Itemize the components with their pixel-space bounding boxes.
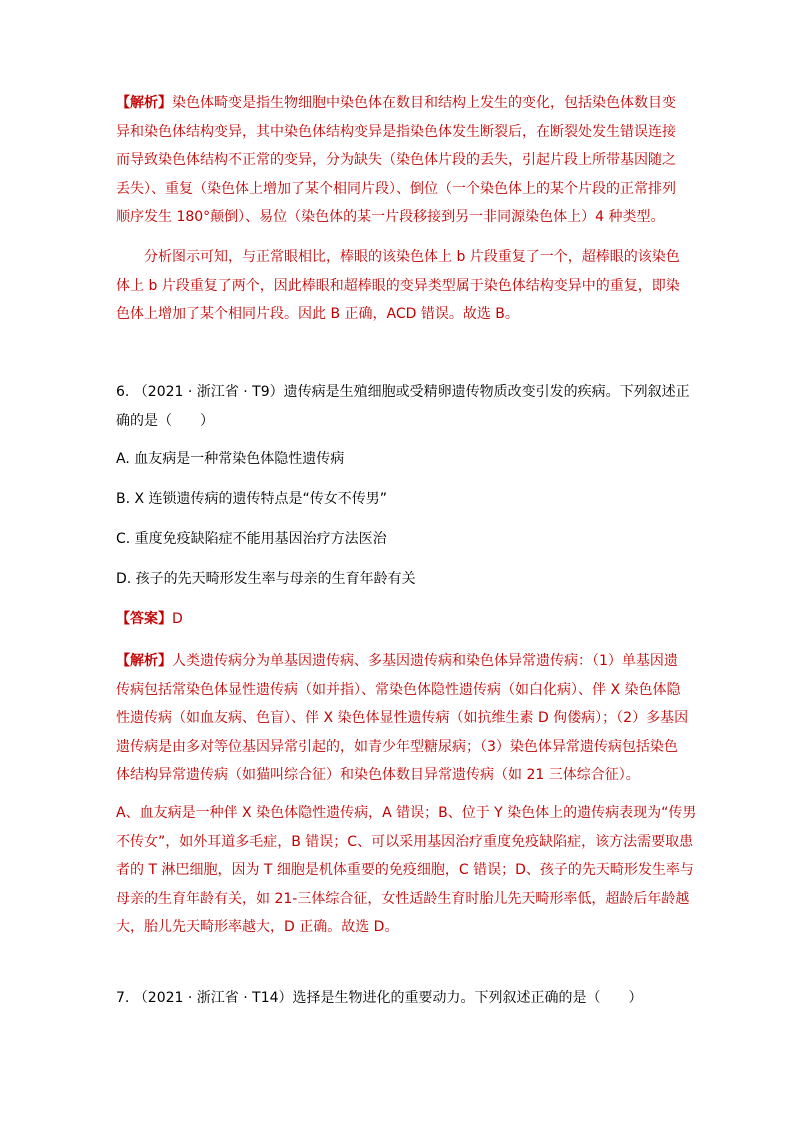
question-line: 确的是（ ）: [116, 412, 214, 429]
analysis-line: 体结构异常遗传病（如猫叫综合征）和染色体数目异常遗传病（如 21 三体综合征）。: [116, 767, 640, 783]
analysis-line: 而导致染色体结构不正常的变异，分为缺失（染色体片段的丢失，引起片段上所带基因随之: [116, 152, 676, 168]
analysis-line: 遗传病是由多对等位基因异常引起的，如青少年型糖尿病；（3）染色体异常遗传病包括染色: [116, 738, 678, 755]
option-d: D. 孩子的先天畸形发生率与母亲的生育年龄有关: [116, 571, 416, 587]
analysis-line: 分析图示可知，与正常眼相比，棒眼的该染色体上 b 片段重复了一个，超棒眼的该染色: [144, 249, 680, 265]
question-6-stem: [116, 378, 690, 435]
analysis-line: 顺序发生 180°颠倒）、易位（染色体的某一片段移接到另一非同源染色体上）4 种类型。: [116, 209, 665, 225]
explain-line: A、血友病是一种伴 X 染色体隐性遗传病，A 错误；B、位于 Y 染色体上的遗传病表现为“传男: [116, 805, 697, 821]
analysis-label: 【解析】: [116, 653, 172, 669]
analysis-section-6: 【解析】人类遗传病分为单基因遗传病、多基因遗传病和染色体异常遗传病：（1）单基因遗 传病包括常染色体显性遗传病（如并指）、常染色体隐性遗传病（如白化病）、伴 X 染色体隐 性遗传病（如血友病、色盲）、伴 X 染色体显性遗传病（如抗维生素 D 佝偻病）；（2）多基因 遗传病是由多对等位基因异常引起的，如青少年型糖尿病；（3）染色体异常遗传病包括染色 体结构异常遗传病（如猫叫综合征）和染色体数目异常遗传病（如 21 三体综合征）。: [116, 647, 680, 790]
answer-line: [116, 605, 680, 634]
question-line: 7. （2021 · 浙江省 · T14）选择是生物进化的重要动力。下列叙述正确的是（ ）: [116, 990, 643, 1006]
analysis-line: 体上 b 片段重复了两个，因此棒眼和超棒眼的变异类型属于染色体结构变异中的重复，即染: [116, 277, 680, 294]
analysis-section-1: [116, 89, 680, 232]
option-a: A. 血友病是一种常染色体隐性遗传病: [116, 451, 345, 467]
analysis-paragraph-2: [116, 243, 680, 329]
analysis-line: 色体上增加了某个相同片段。因此 B 正确，ACD 错误。故选 B。: [116, 306, 519, 322]
option-b: B. X 连锁遗传病的遗传特点是“传女不传男”: [116, 491, 388, 507]
question-7-stem: [116, 984, 680, 1013]
analysis-line: 丢失）、重复（染色体上增加了某个相同片段）、倒位（一个染色体上的某个片段的正常排列: [116, 180, 676, 197]
answer-value: D: [172, 611, 183, 627]
explanation-section-6: [116, 799, 697, 942]
option-c: C. 重度免疫缺陷症不能用基因治疗方法医治: [116, 531, 387, 547]
question-line: 6. （2021 · 浙江省 · T9）遗传病是生殖细胞或受精卵遗传物质改变引发的疾病。下列叙述正: [116, 384, 690, 400]
analysis-line: 性遗传病（如血友病、色盲）、伴 X 染色体显性遗传病（如抗维生素 D 佝偻病）；（2）多基因: [116, 710, 689, 726]
analysis-line: 【解析】染色体畸变是指生物细胞中染色体在数目和结构上发生的变化，包括染色体数目变: [116, 95, 676, 111]
analysis-line: 传病包括常染色体显性遗传病（如并指）、常染色体隐性遗传病（如白化病）、伴 X 染色体隐: [116, 681, 681, 698]
explain-line: 母亲的生育年龄有关，如 21-三体综合征，女性适龄生育时胎儿先天畸形率低，超龄后年龄越: [116, 890, 690, 907]
analysis-label: 【解析】: [116, 95, 172, 111]
analysis-line: 异和染色体结构变异，其中染色体结构变异是指染色体发生断裂后，在断裂处发生错误连接: [116, 123, 676, 140]
explain-line: 大，胎儿先天畸形率越大，D 正确。故选 D。: [116, 919, 399, 935]
explain-line: 不传女”，如外耳道多毛症，B 错误；C、可以采用基因治疗重度免疫缺陷症，该方法需要取患: [116, 833, 694, 850]
explain-line: 者的 T 淋巴细胞，因为 T 细胞是机体重要的免疫细胞，C 错误；D、孩子的先天畸形发生率与: [116, 862, 694, 878]
answer-label: 【答案】: [116, 611, 172, 627]
